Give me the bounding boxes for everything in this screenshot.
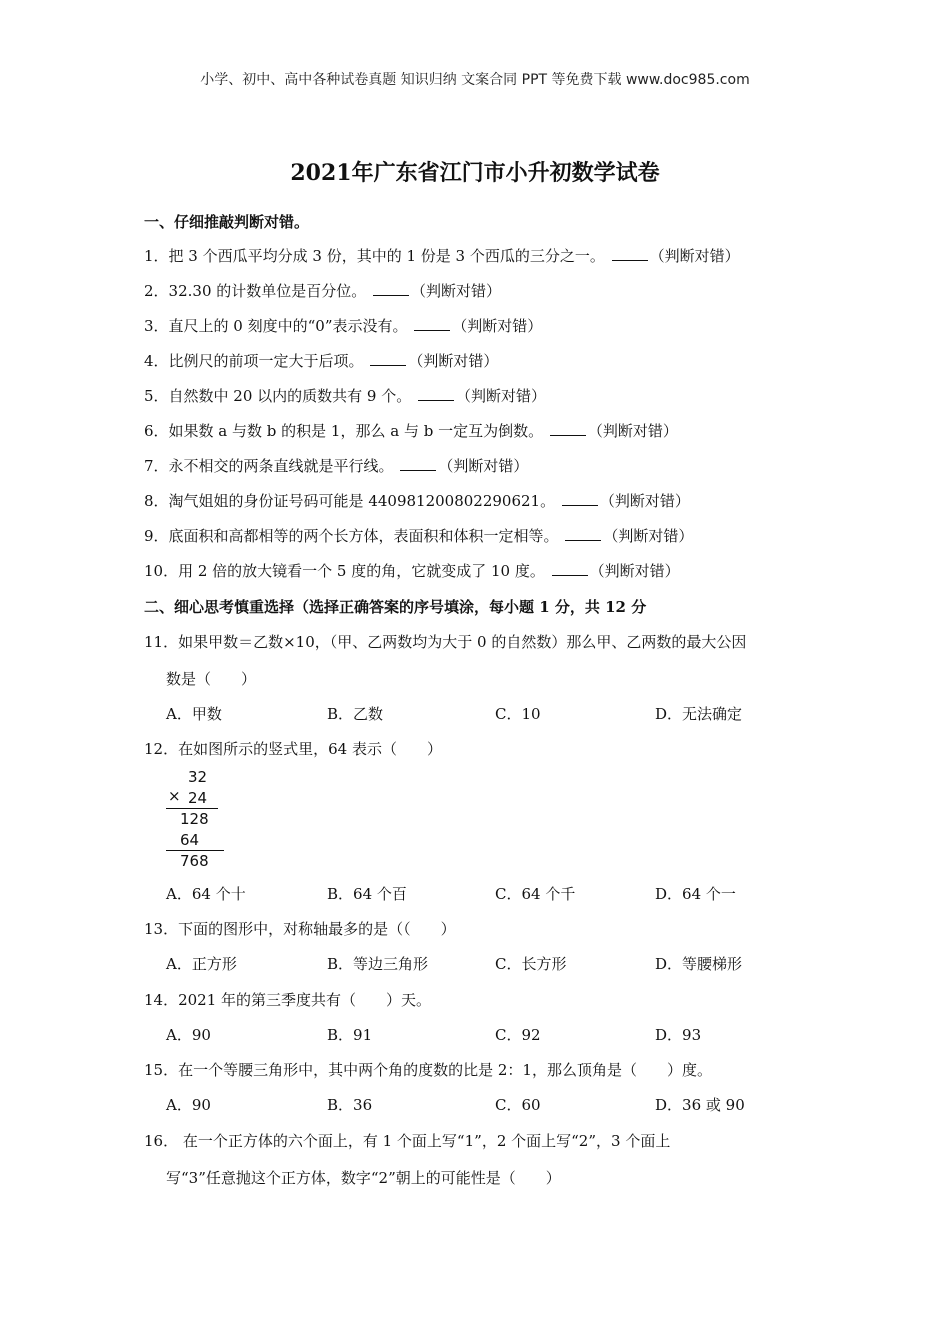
question-text: 8．淘气姐姐的身份证号码可能是 440981200802290621。 bbox=[144, 492, 556, 510]
q13-option-a[interactable]: A．正方形 bbox=[166, 955, 237, 973]
answer-blank[interactable] bbox=[565, 528, 601, 541]
q11-option-c[interactable]: C．10 bbox=[495, 705, 541, 723]
judge-hint: （判断对错） bbox=[438, 457, 529, 475]
judge-hint: （判断对错） bbox=[452, 317, 543, 335]
question-13: 13．下面的图形中，对称轴最多的是（（ ） bbox=[144, 920, 456, 938]
judge-hint: （判断对错） bbox=[456, 387, 547, 405]
judge-hint: （判断对错） bbox=[411, 282, 502, 300]
q14-option-a[interactable]: A．90 bbox=[166, 1026, 211, 1044]
question-5 bbox=[144, 385, 546, 406]
q11-option-b[interactable]: B．乙数 bbox=[327, 705, 384, 723]
question-16-line2: 写“3”任意抛这个正方体，数字“2”朝上的可能性是（ ） bbox=[166, 1169, 561, 1187]
partial-product-1: 128 bbox=[180, 810, 209, 828]
answer-blank[interactable] bbox=[418, 388, 454, 401]
question-8 bbox=[144, 490, 690, 511]
judge-hint: （判断对错） bbox=[603, 527, 694, 545]
q14-option-d[interactable]: D．93 bbox=[655, 1026, 702, 1044]
question-text: 4．比例尺的前项一定大于后项。 bbox=[144, 352, 364, 370]
question-12: 12．在如图所示的竖式里，64 表示（ ） bbox=[144, 740, 442, 758]
page-header: 小学、初中、高中各种试卷真题 知识归纳 文案合同 PPT 等免费下载 www.doc985.com bbox=[200, 72, 750, 88]
answer-blank[interactable] bbox=[612, 248, 648, 261]
q14-option-b[interactable]: B．91 bbox=[327, 1026, 373, 1044]
q14-option-c[interactable]: C．92 bbox=[495, 1026, 541, 1044]
q13-option-c[interactable]: C．长方形 bbox=[495, 955, 567, 973]
q11-option-d[interactable]: D．无法确定 bbox=[655, 705, 743, 723]
question-11-line1: 11．如果甲数＝乙数×10，（甲、乙两数均为大于 0 的自然数）那么甲、乙两数的最大公因 bbox=[144, 633, 747, 651]
question-10 bbox=[144, 560, 680, 581]
q13-option-d[interactable]: D．等腰梯形 bbox=[655, 955, 743, 973]
q13-option-b[interactable]: B．等边三角形 bbox=[327, 955, 429, 973]
question-text: 6．如果数 a 与数 b 的积是 1，那么 a 与 b 一定互为倒数。 bbox=[144, 422, 544, 440]
question-text: 7．永不相交的两条直线就是平行线。 bbox=[144, 457, 394, 475]
answer-blank[interactable] bbox=[552, 563, 588, 576]
q15-option-d[interactable]: D．36 或 90 bbox=[655, 1096, 745, 1114]
q12-option-c[interactable]: C．64 个千 bbox=[495, 885, 576, 903]
q12-option-a[interactable]: A．64 个十 bbox=[166, 885, 246, 903]
question-11-line2: 数是（ ） bbox=[166, 670, 257, 688]
question-6 bbox=[144, 420, 678, 441]
multiplicand: 32 bbox=[188, 768, 208, 786]
answer-blank[interactable] bbox=[550, 423, 586, 436]
q12-option-d[interactable]: D．64 个一 bbox=[655, 885, 736, 903]
q15-option-b[interactable]: B．36 bbox=[327, 1096, 373, 1114]
answer-blank[interactable] bbox=[370, 353, 406, 366]
product-result: 768 bbox=[180, 852, 209, 870]
answer-blank[interactable] bbox=[562, 493, 598, 506]
question-1 bbox=[144, 245, 740, 266]
q15-option-a[interactable]: A．90 bbox=[166, 1096, 211, 1114]
partial-product-2: 64 bbox=[180, 831, 200, 849]
question-14: 14．2021 年的第三季度共有（ ）天。 bbox=[144, 991, 432, 1009]
question-text: 1．把 3 个西瓜平均分成 3 份，其中的 1 份是 3 个西瓜的三分之一。 bbox=[144, 247, 605, 265]
question-2 bbox=[144, 280, 501, 301]
vertical-multiplication-figure bbox=[166, 766, 236, 874]
question-text: 10．用 2 倍的放大镜看一个 5 度的角，它就变成了 10 度。 bbox=[144, 562, 545, 580]
question-9 bbox=[144, 525, 693, 546]
judge-hint: （判断对错） bbox=[408, 352, 499, 370]
section-2-heading: 二、细心思考慎重选择（选择正确答案的序号填涂，每小题 1 分，共 12 分 bbox=[144, 598, 647, 616]
judge-hint: （判断对错） bbox=[587, 422, 678, 440]
q12-option-b[interactable]: B．64 个百 bbox=[327, 885, 407, 903]
answer-blank[interactable] bbox=[414, 318, 450, 331]
question-15: 15．在一个等腰三角形中，其中两个角的度数的比是 2：1，那么顶角是（ ）度。 bbox=[144, 1061, 712, 1079]
question-3 bbox=[144, 315, 542, 336]
question-text: 3．直尺上的 0 刻度中的“0”表示没有。 bbox=[144, 317, 408, 335]
q11-option-a[interactable]: A．甲数 bbox=[166, 705, 222, 723]
multiplier: 24 bbox=[188, 789, 208, 807]
q15-option-c[interactable]: C．60 bbox=[495, 1096, 541, 1114]
times-sign: × bbox=[168, 787, 181, 805]
question-7 bbox=[144, 455, 528, 476]
section-1-heading: 一、仔细推敲判断对错。 bbox=[144, 213, 310, 231]
question-4 bbox=[144, 350, 498, 371]
judge-hint: （判断对错） bbox=[649, 247, 740, 265]
question-16-line1: 16． 在一个正方体的六个面上，有 1 个面上写“1”，2 个面上写“2”，3 个面上 bbox=[144, 1132, 671, 1150]
question-text: 5．自然数中 20 以内的质数共有 9 个。 bbox=[144, 387, 412, 405]
page-title: 2021年广东省江门市小升初数学试卷 bbox=[290, 160, 660, 186]
calc-rule-1 bbox=[166, 808, 218, 809]
answer-blank[interactable] bbox=[373, 283, 409, 296]
calc-rule-2 bbox=[166, 850, 224, 851]
judge-hint: （判断对错） bbox=[599, 492, 690, 510]
question-text: 9．底面积和高都相等的两个长方体，表面积和体积一定相等。 bbox=[144, 527, 559, 545]
question-text: 2．32.30 的计数单位是百分位。 bbox=[144, 282, 367, 300]
judge-hint: （判断对错） bbox=[589, 562, 680, 580]
answer-blank[interactable] bbox=[400, 458, 436, 471]
